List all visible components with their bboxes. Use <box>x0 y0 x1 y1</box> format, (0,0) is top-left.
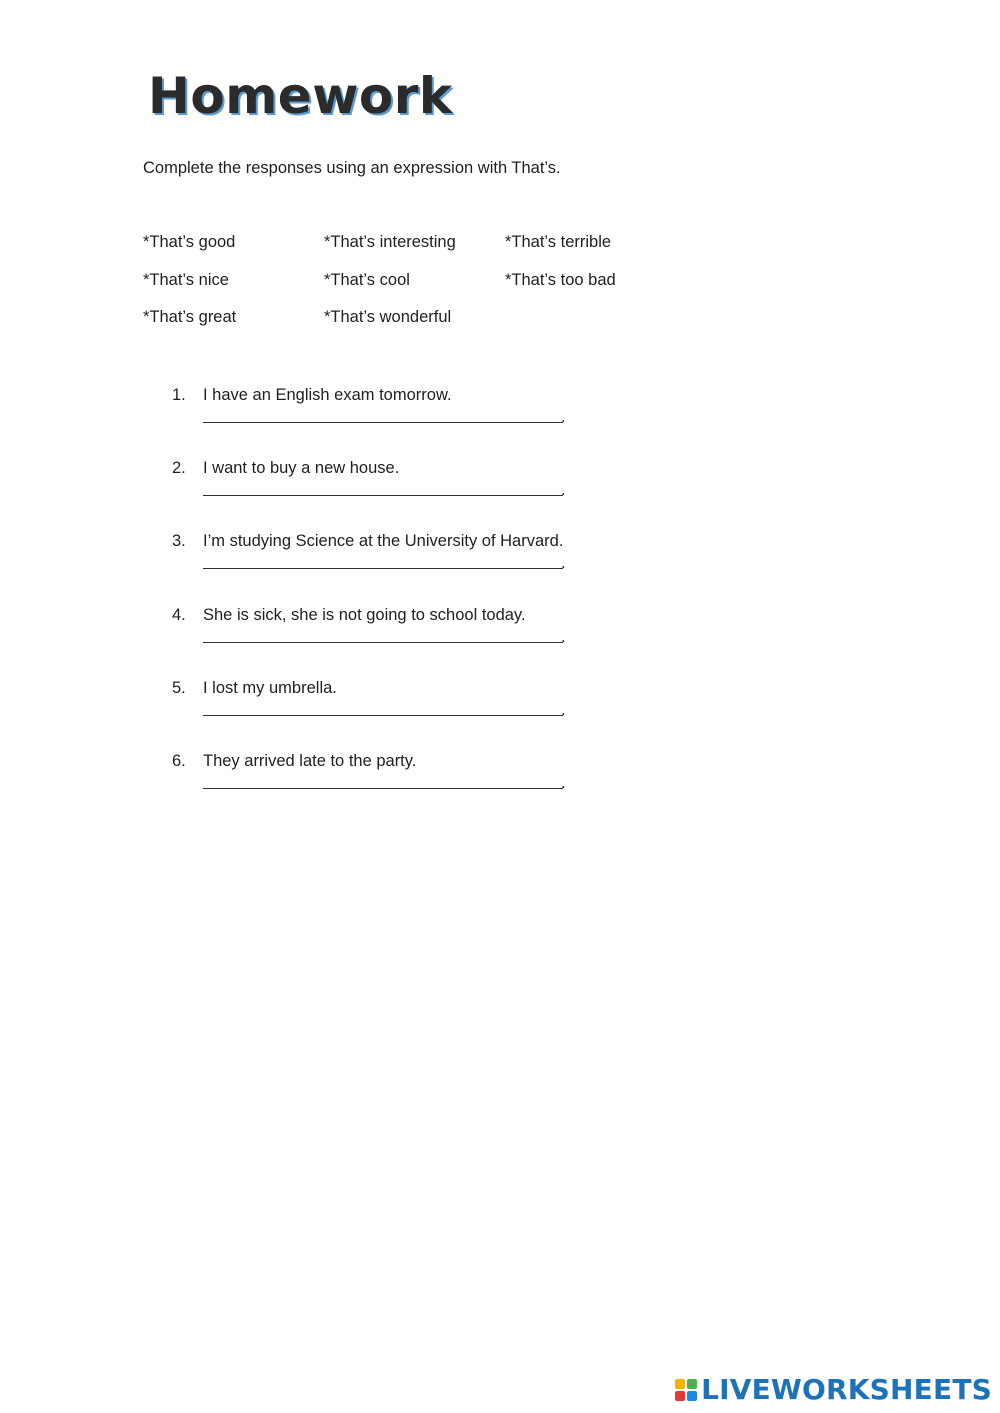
expression-item: *That’s interesting <box>324 233 456 251</box>
page-title: Homework <box>148 67 453 125</box>
answer-blank[interactable] <box>203 567 563 569</box>
exercise-sentence: I’m studying Science at the University of Harvard. <box>203 532 564 551</box>
exercise-sentence: She is sick, she is not going to school today. <box>203 605 526 624</box>
exercise-sentence: I lost my umbrella. <box>203 678 337 697</box>
answer-period: . <box>561 481 566 500</box>
exercise-item <box>172 674 612 747</box>
exercise-item <box>172 747 612 820</box>
exercise-item <box>172 381 612 454</box>
exercise-sentence: They arrived late to the party. <box>203 751 417 770</box>
answer-blank[interactable] <box>203 421 563 423</box>
answer-period: . <box>561 627 566 646</box>
expression-bank <box>143 230 663 343</box>
expression-item: *That’s nice <box>143 270 229 289</box>
exercise-number: 4. <box>172 605 186 624</box>
expression-item: *That’s terrible <box>505 233 612 251</box>
expression-item: *That’s good <box>143 233 236 251</box>
brand-text: LIVEWORKSHEETS <box>701 1373 992 1406</box>
liveworksheets-brand <box>675 1373 992 1407</box>
exercise-number: 6. <box>172 751 186 770</box>
answer-blank[interactable] <box>203 714 563 716</box>
exercise-item <box>172 454 612 527</box>
expression-item: *That’s wonderful <box>324 308 452 326</box>
answer-period: . <box>561 773 566 792</box>
exercise-list <box>172 381 612 820</box>
expression-item: *That’s cool <box>324 270 410 289</box>
liveworksheets-logo-icon <box>675 1379 697 1401</box>
answer-period: . <box>561 408 566 426</box>
exercise-item <box>172 601 612 674</box>
answer-blank[interactable] <box>203 641 563 643</box>
instructions-text: Complete the responses using an expression with That’s. <box>143 159 561 177</box>
expression-item: *That’s too bad <box>505 270 616 289</box>
answer-period: . <box>561 700 566 719</box>
answer-blank[interactable] <box>203 494 563 496</box>
exercise-number: 5. <box>172 678 186 697</box>
exercise-sentence: I have an English exam tomorrow. <box>203 386 452 404</box>
answer-blank[interactable] <box>203 787 563 789</box>
exercise-number: 3. <box>172 532 186 551</box>
exercise-item <box>172 527 612 600</box>
exercise-number: 2. <box>172 459 186 478</box>
exercise-number: 1. <box>172 386 186 404</box>
exercise-sentence: I want to buy a new house. <box>203 459 400 478</box>
answer-period: . <box>561 554 566 573</box>
expression-item: *That’s great <box>143 308 237 326</box>
